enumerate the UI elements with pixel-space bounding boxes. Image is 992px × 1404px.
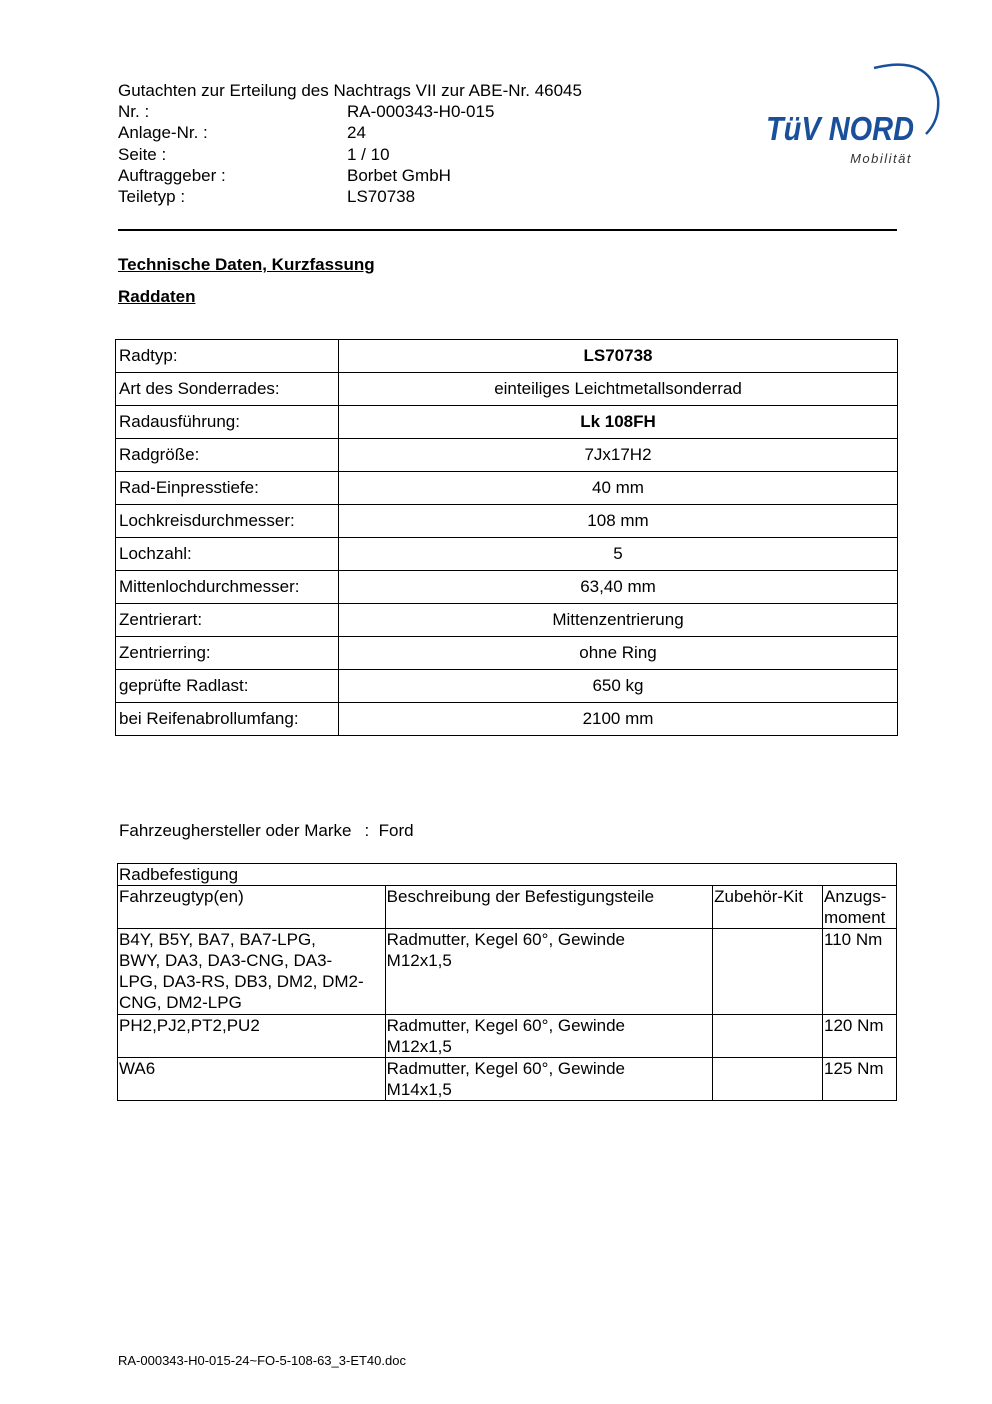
wheel-attribute-value: ohne Ring [339,637,898,670]
wheel-attribute-label: Radgröße: [116,439,339,472]
wheel-attribute-value: 5 [339,538,898,571]
manufacturer-label: Fahrzeughersteller oder Marke [119,821,352,840]
header-label: Auftraggeber : [118,165,226,185]
header-value: 24 [347,123,366,143]
manufacturer-separator: : [364,821,370,840]
fixing-title-row [118,864,897,886]
wheel-attribute-label: Radausführung: [116,406,339,439]
header-label: Nr. : [118,102,150,122]
wheel-attribute-value: LS70738 [339,340,898,373]
wheel-attribute-value: 40 mm [339,472,898,505]
fixing-description: Radmutter, Kegel 60°, Gewinde M12x1,5 [385,929,712,1015]
footer-filename: RA-000343-H0-015-24~FO-5-108-63_3-ET40.doc [118,1353,406,1368]
header-row-teiletyp [118,186,678,207]
wheel-data-table [115,339,898,736]
col-header-description: Beschreibung der Befestigungsteile [385,886,712,929]
header-value: RA-000343-H0-015 [347,102,495,122]
table-row [116,538,898,571]
fixing-vehicle-types: WA6 [118,1058,386,1101]
fixing-title: Radbefestigung [118,864,897,886]
col-header-torque: Anzugs- moment [823,886,897,929]
fixing-description: Radmutter, Kegel 60°, Gewinde M14x1,5 [385,1058,712,1101]
wheel-attribute-value: 108 mm [339,505,898,538]
table-row [116,472,898,505]
tuv-nord-logo [762,58,942,170]
wheel-attribute-value: einteiliges Leichtmetallsonderrad [339,373,898,406]
wheel-attribute-label: Mittenlochdurchmesser: [116,571,339,604]
wheel-attribute-value: 7Jx17H2 [339,439,898,472]
header-row-nr [118,101,678,122]
wheel-attribute-value: Mittenzentrierung [339,604,898,637]
header-label: Seite : [118,144,167,164]
wheel-attribute-value: 650 kg [339,670,898,703]
header-value: LS70738 [347,187,416,207]
header-label: Anlage-Nr. : [118,123,208,143]
table-row [118,1058,897,1101]
table-row [116,604,898,637]
wheel-attribute-label: Lochkreisdurchmesser: [116,505,339,538]
header-label: Teiletyp : [118,187,186,207]
logo-brand: TüV NORD [766,110,926,147]
fixing-accessory-kit [713,929,823,1015]
fixing-vehicle-types: PH2,PJ2,PT2,PU2 [118,1015,386,1058]
wheel-attribute-label: geprüfte Radlast: [116,670,339,703]
table-row [116,439,898,472]
fixing-vehicle-types: B4Y, B5Y, BA7, BA7-LPG, BWY, DA3, DA3-CNG, DA3- LPG, DA3-RS, DB3, DM2, DM2- CNG, DM2-LPG [118,929,386,1015]
fixing-header-row [118,886,897,929]
wheel-fixing-table [117,863,897,1101]
wheel-attribute-value: 2100 mm [339,703,898,736]
wheel-attribute-value: Lk 108FH [339,406,898,439]
col-header-accessory-kit: Zubehör-Kit [713,886,823,929]
wheel-attribute-label: Zentrierart: [116,604,339,637]
manufacturer-value: Ford [378,821,414,840]
table-row [116,505,898,538]
fixing-torque: 125 Nm [823,1058,897,1101]
fixing-description: Radmutter, Kegel 60°, Gewinde M12x1,5 [385,1015,712,1058]
wheel-attribute-label: Zentrierring: [116,637,339,670]
table-row [116,373,898,406]
header-divider [118,229,897,231]
wheel-attribute-label: bei Reifenabrollumfang: [116,703,339,736]
fixing-accessory-kit [713,1015,823,1058]
wheel-data-title: Raddaten [118,287,196,306]
table-row [116,571,898,604]
header-value: Borbet GmbH [347,165,451,185]
wheel-attribute-label: Lochzahl: [116,538,339,571]
table-row [118,1015,897,1058]
wheel-attribute-label: Rad-Einpresstiefe: [116,472,339,505]
wheel-attribute-value: 63,40 mm [339,571,898,604]
table-row [116,340,898,373]
wheel-attribute-label: Radtyp: [116,340,339,373]
table-row [116,637,898,670]
header-row-auftraggeber [118,165,678,186]
header-row-seite [118,144,678,165]
wheel-attribute-label: Art des Sonderrades: [116,373,339,406]
col-header-vehicle-types: Fahrzeugtyp(en) [118,886,386,929]
manufacturer-line [119,821,414,841]
summary-title: Technische Daten, Kurzfassung [118,255,375,274]
table-row [116,406,898,439]
logo-subtitle: Mobilität [850,151,912,166]
header-value: 1 / 10 [347,144,390,164]
table-row [116,703,898,736]
table-row [118,929,897,1015]
document-header [118,80,678,207]
fixing-torque: 110 Nm [823,929,897,1015]
fixing-accessory-kit [713,1058,823,1101]
table-row [116,670,898,703]
fixing-torque: 120 Nm [823,1015,897,1058]
header-row-anlage [118,122,678,143]
document-title: Gutachten zur Erteilung des Nachtrags VII zur ABE-Nr. 46045 [118,81,582,100]
